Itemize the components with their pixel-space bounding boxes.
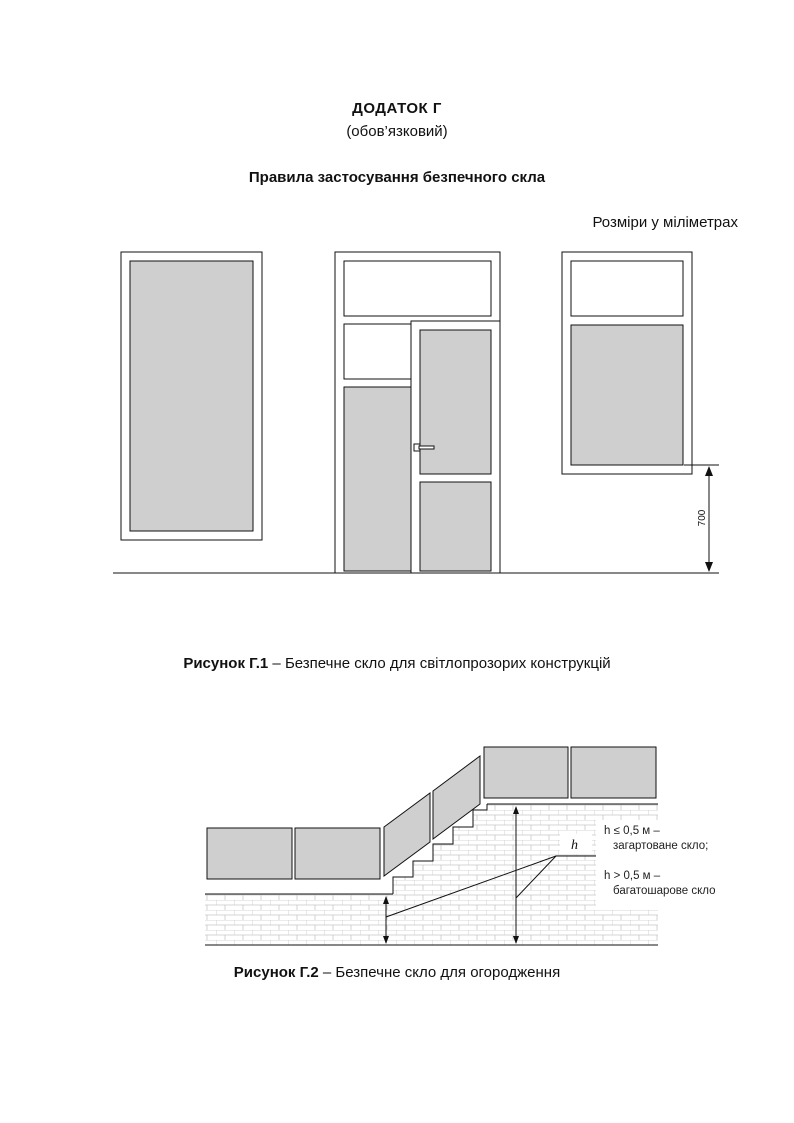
figure-g1-caption-text: – Безпечне скло для світлопрозорих конструкцій [268, 655, 611, 672]
note-tempered-line1: h ≤ 0,5 м – [604, 825, 660, 837]
figure-g1-caption-label: Рисунок Г.1 [183, 655, 269, 672]
figure-g2-caption-label: Рисунок Г.2 [233, 964, 319, 981]
note-tempered [604, 824, 708, 854]
appendix-status: (обов’язковий) [346, 123, 448, 140]
glass-panel-lower-1 [207, 828, 292, 879]
glass-panel-lower-2 [295, 828, 380, 879]
note-laminated [604, 869, 715, 899]
dimension-label: 700 [697, 509, 708, 527]
note-laminated-line1: h > 0,5 м – [604, 870, 661, 882]
glass-panel-upper-1 [484, 747, 568, 798]
note-tempered-line2: загартоване скло; [613, 840, 709, 852]
h-label: h [571, 838, 578, 853]
appendix-title: ДОДАТОК Г [352, 100, 442, 117]
section-title: Правила застосування безпечного скла [248, 169, 546, 186]
figure-g2-caption-text: – Безпечне скло для огородження [318, 964, 561, 981]
note-laminated-line2: багатошарове скло [613, 885, 716, 897]
glass-panel-upper-2 [571, 747, 656, 798]
figure-g2-caption [0, 964, 794, 981]
units-note: Розміри у міліметрах [592, 214, 738, 231]
